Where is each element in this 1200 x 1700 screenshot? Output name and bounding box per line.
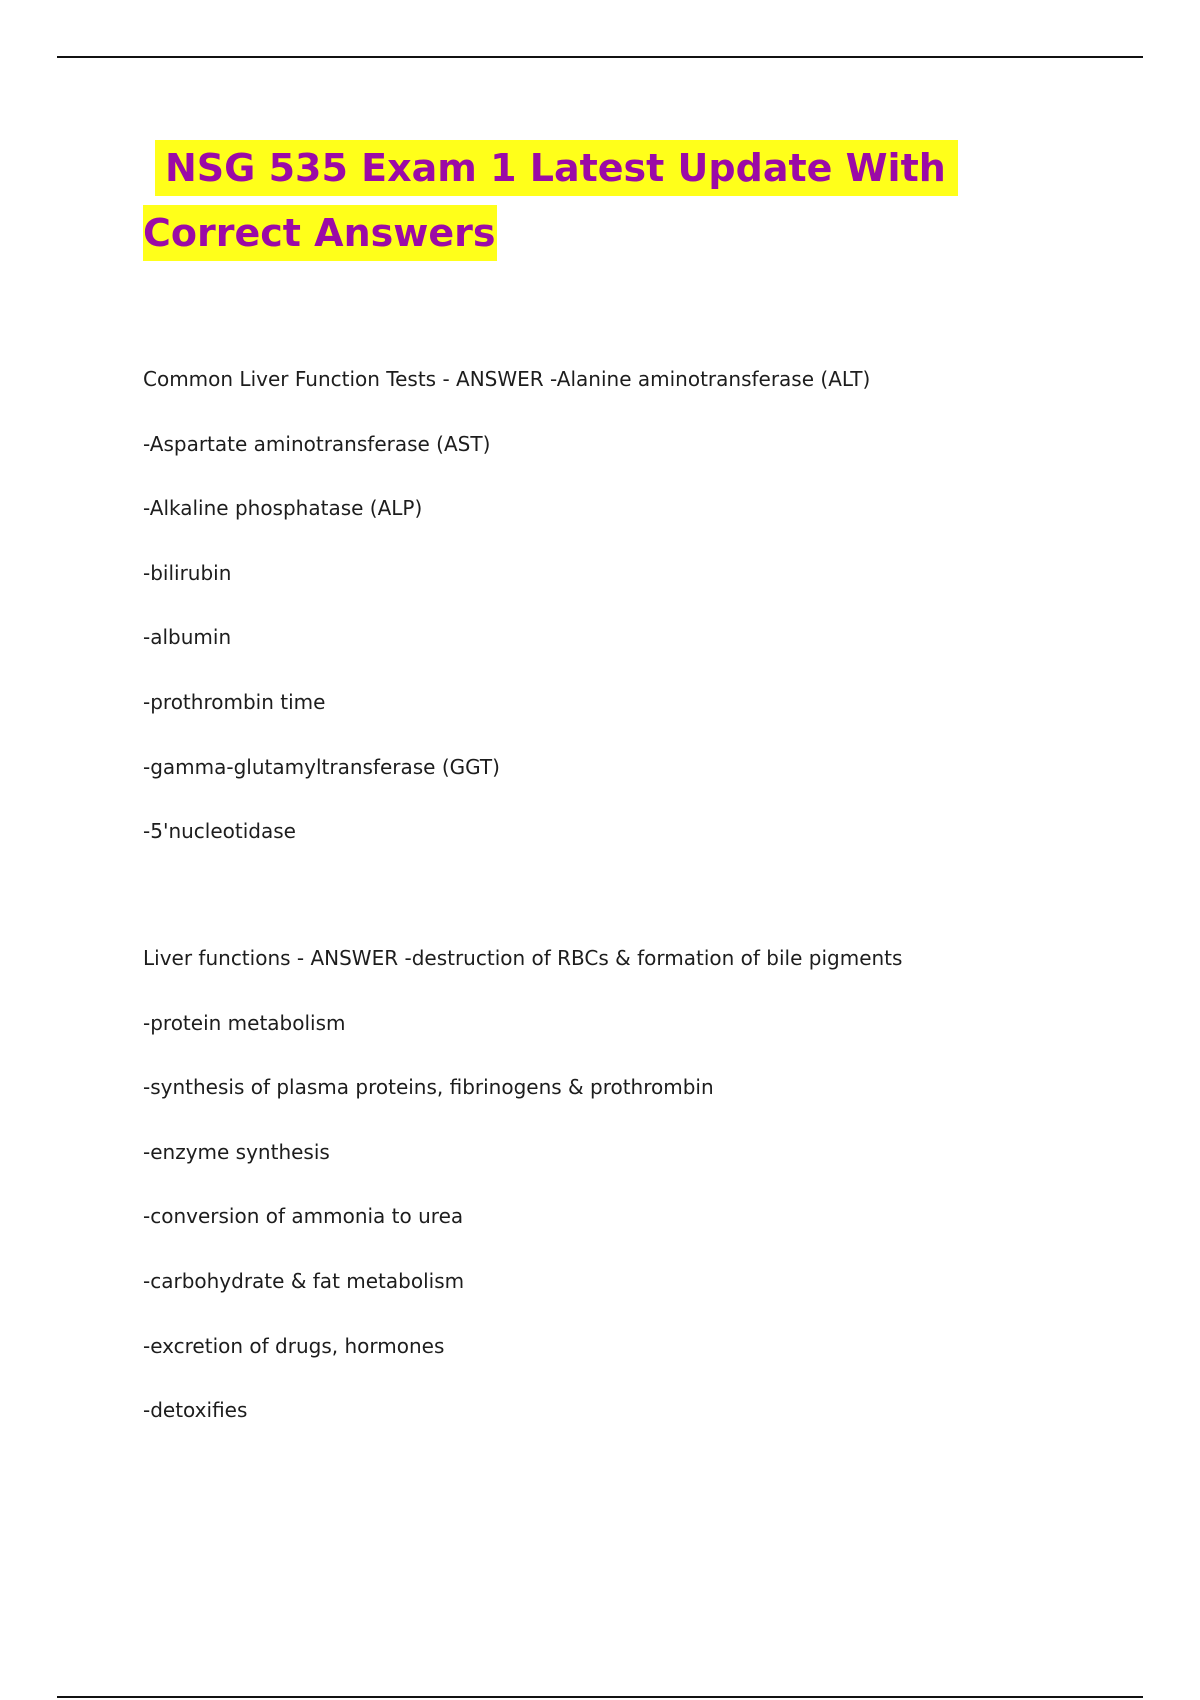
qa-item-liver-functions — [143, 943, 1143, 1460]
answer-line: -gamma-glutamyltransferase (GGT) — [143, 754, 500, 779]
answer-line: -Alkaline phosphatase (ALP) — [143, 496, 423, 521]
answer-line: -5'nucleotidase — [143, 819, 296, 844]
answer-line: -detoxifies — [143, 1398, 248, 1423]
answer-line: -protein metabolism — [143, 1010, 346, 1035]
title-line-1-text: NSG 535 Exam 1 Latest Update With — [155, 140, 958, 196]
document-title — [143, 140, 983, 261]
title-line-1 — [143, 140, 983, 196]
title-line-2 — [143, 205, 983, 261]
answer-line: -albumin — [143, 625, 232, 650]
title-line-2-text: Correct Answers — [143, 205, 497, 261]
answer-line: -prothrombin time — [143, 689, 326, 714]
qa-item-liver-function-tests — [143, 364, 1143, 881]
bottom-rule — [57, 1696, 1143, 1698]
answer-line: -bilirubin — [143, 560, 232, 585]
answer-line: -enzyme synthesis — [143, 1139, 330, 1164]
top-rule — [57, 56, 1143, 58]
answer-line: -excretion of drugs, hormones — [143, 1333, 445, 1358]
answer-line: -Aspartate aminotransferase (AST) — [143, 431, 491, 456]
qa-question-answer: Liver functions - ANSWER -destruction of RBCs & formation of bile pigments — [143, 946, 903, 970]
answer-line: -carbohydrate & fat metabolism — [143, 1268, 465, 1293]
qa-question-answer: Common Liver Function Tests - ANSWER -Alanine aminotransferase (ALT) — [143, 367, 871, 391]
answer-line: -synthesis of plasma proteins, fibrinogens & prothrombin — [143, 1075, 714, 1100]
answer-line: -conversion of ammonia to urea — [143, 1204, 464, 1229]
